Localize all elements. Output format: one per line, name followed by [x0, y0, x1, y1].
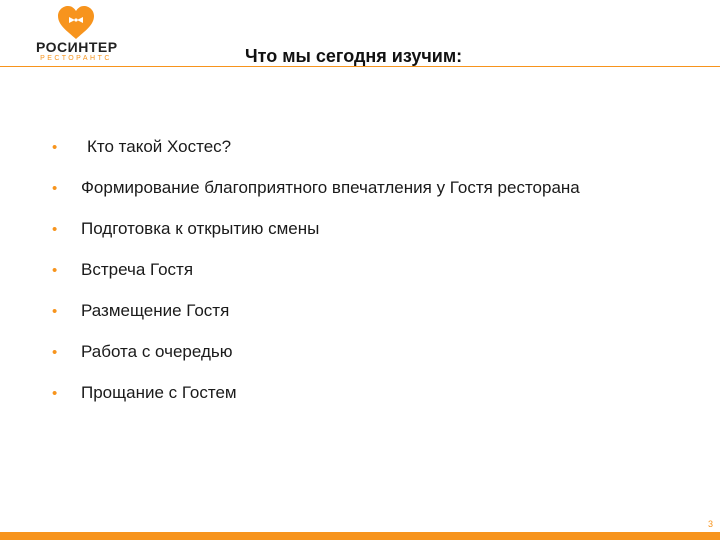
- bullet-dot-icon: •: [52, 180, 58, 197]
- logo-subtitle: РЕСТОРАНТС: [40, 55, 112, 62]
- bullet-dot-icon: •: [52, 303, 58, 320]
- title-divider: [0, 66, 720, 67]
- bottom-accent-bar: [0, 532, 720, 540]
- bullet-text: Кто такой Хостес?: [87, 137, 232, 156]
- bullet-text: Встреча Гостя: [81, 260, 194, 279]
- bullet-dot-icon: •: [52, 344, 58, 361]
- rosinter-logo: [36, 6, 116, 68]
- bullet-text: Прощание с Гостем: [81, 383, 237, 402]
- bullet-dot-icon: •: [52, 262, 58, 279]
- bullet-text: Формирование благоприятного впечатления у Гостя ресторана: [81, 178, 580, 197]
- bullet-text: Подготовка к открытию смены: [81, 219, 320, 238]
- page-number: 3: [707, 519, 713, 529]
- bullet-dot-icon: •: [52, 385, 58, 402]
- slide-title: Что мы сегодня изучим:: [245, 46, 463, 66]
- heart-icon: [57, 6, 95, 40]
- bullet-text: Размещение Гостя: [81, 301, 230, 320]
- bullet-text: Работа с очередью: [81, 342, 233, 361]
- bullet-dot-icon: •: [52, 221, 58, 238]
- bullet-dot-icon: •: [52, 139, 58, 156]
- logo-name: РОСИНТЕР: [36, 39, 118, 55]
